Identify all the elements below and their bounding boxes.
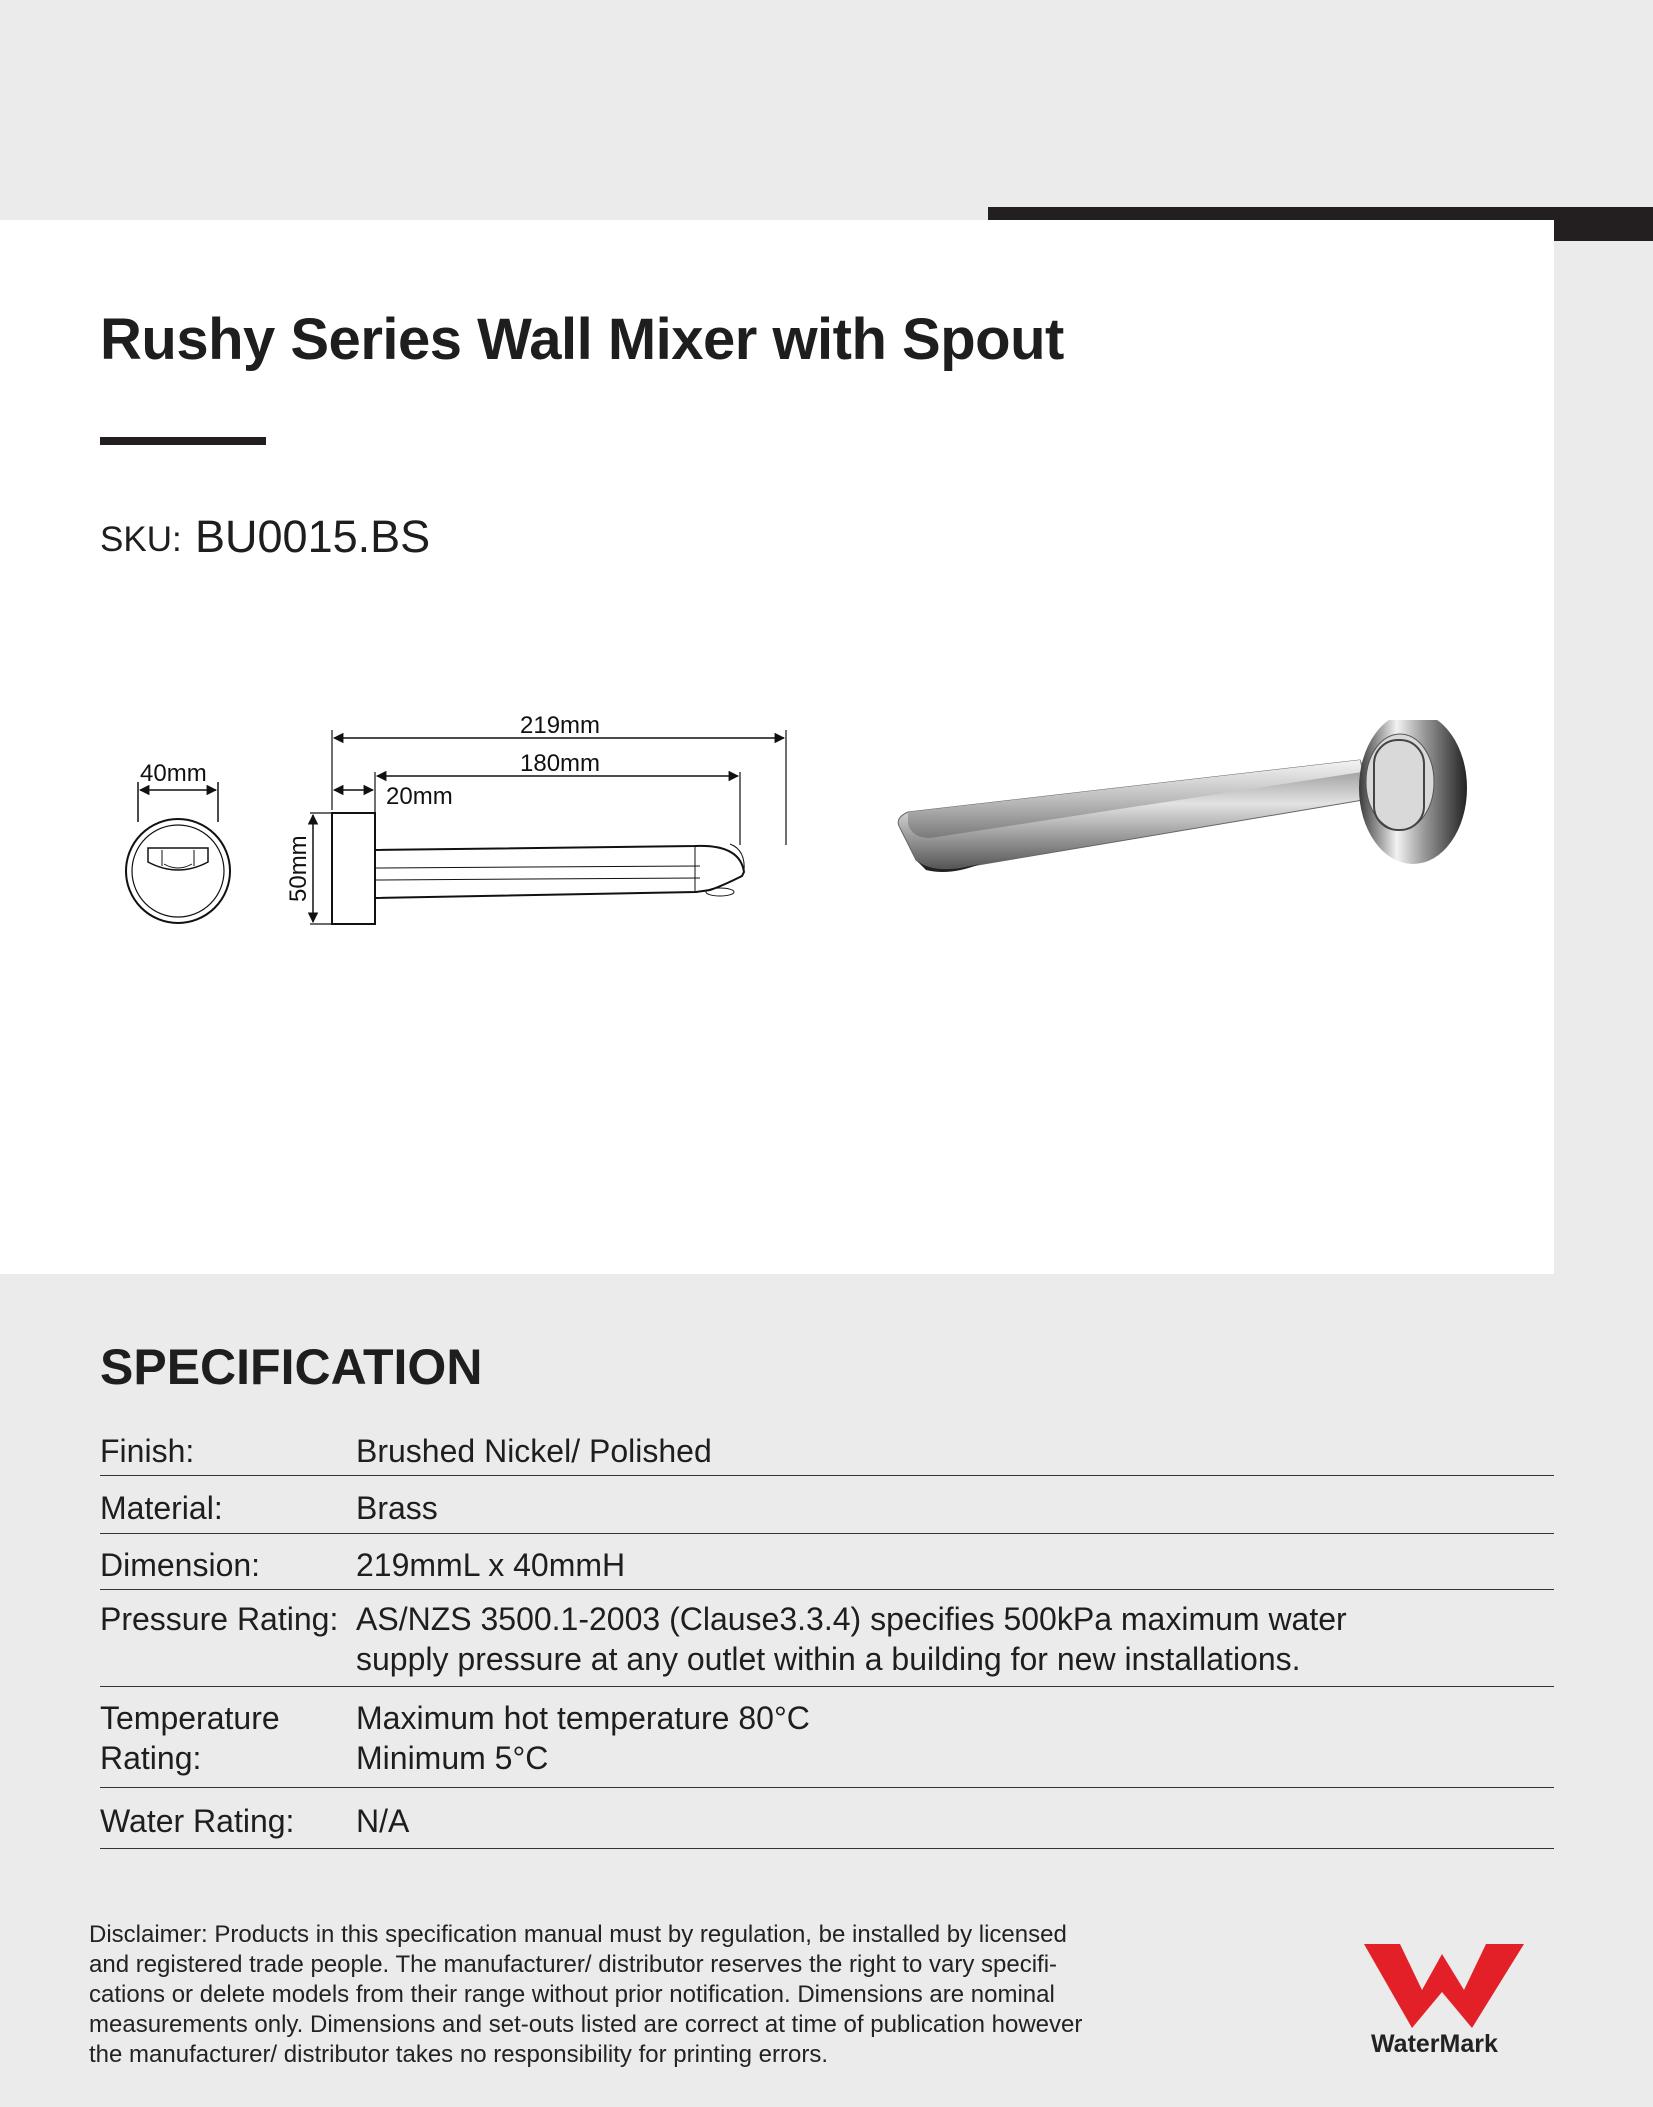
dim-plate-depth: 20mm [386,783,453,810]
spec-value-line: Brushed Nickel/ Polished [356,1433,712,1469]
spec-value-line: Minimum 5°C [356,1740,549,1776]
sku-value: BU0015.BS [195,511,431,562]
page-title: Rushy Series Wall Mixer with Spout [100,307,1064,372]
disclaimer-line: Disclaimer: Products in this specification manual must by regulation, be installed by licensed [89,1921,1067,1948]
disclaimer-line: the manufacturer/ distributor takes no responsibility for printing errors. [89,2041,828,2068]
spec-key-line: Rating: [236,1601,339,1637]
technical-drawing [110,640,800,990]
spec-key-line: Rating: [100,1740,202,1776]
spec-key [100,1431,356,1475]
title-underline [100,437,266,445]
specification-table [100,1420,1554,1849]
spec-value [356,1488,1554,1533]
spec-row-dimension [100,1534,1554,1590]
spec-row-temperature-rating [100,1687,1554,1788]
spec-value-line: AS/NZS 3500.1-2003 (Clause3.3.4) specifies 500kPa maximum water [356,1601,1347,1637]
spec-key-line: Temperature [100,1700,280,1736]
spec-key [100,1698,356,1787]
spec-key-line: Pressure [100,1601,229,1637]
spec-row-pressure-rating [100,1590,1554,1687]
watermark-logo-text: WaterMark [1371,2030,1498,2058]
spec-key-line: Dimension: [100,1547,261,1583]
disclaimer-line: cations or delete models from their range without prior notification. Dimensions are nominal [89,1981,1055,2008]
specification-heading: SPECIFICATION [100,1339,483,1395]
dim-height: 50mm [285,835,312,902]
spec-value [356,1599,1554,1686]
spec-value [356,1545,1554,1589]
spec-key [100,1599,356,1686]
spec-key [100,1801,356,1848]
spec-key-line: Material: [100,1490,223,1526]
spec-key-line: Finish: [100,1433,195,1469]
dim-front-width: 40mm [140,760,207,787]
spec-key [100,1545,356,1589]
spec-value-line: N/A [356,1803,410,1839]
front-view [126,760,230,923]
disclaimer [89,1920,1179,2070]
dim-spout-length: 180mm [520,750,601,777]
spec-value [356,1698,1554,1787]
side-view [285,712,786,924]
disclaimer-line: and registered trade people. The manufacturer/ distributor reserves the right to vary specifi- [89,1951,1058,1978]
spec-value-line: 219mmL x 40mmH [356,1547,626,1583]
sku-label: SKU: [100,520,182,559]
disclaimer-line: measurements only. Dimensions and set-outs listed are correct at time of publication however [89,2011,1083,2038]
spec-row-material [100,1476,1554,1534]
spec-row-water-rating [100,1788,1554,1849]
spec-value-line: Maximum hot temperature 80°C [356,1700,810,1736]
spec-row-finish [100,1420,1554,1476]
spec-key [100,1488,356,1533]
product-image [890,720,1500,900]
spec-value [356,1801,1554,1848]
spec-key-line: Water Rating: [100,1803,295,1839]
spec-value [356,1431,1554,1475]
dim-total-length: 219mm [520,712,601,739]
spec-value-line: supply pressure at any outlet within a building for new installations. [356,1641,1301,1677]
spec-value-line: Brass [356,1490,438,1526]
